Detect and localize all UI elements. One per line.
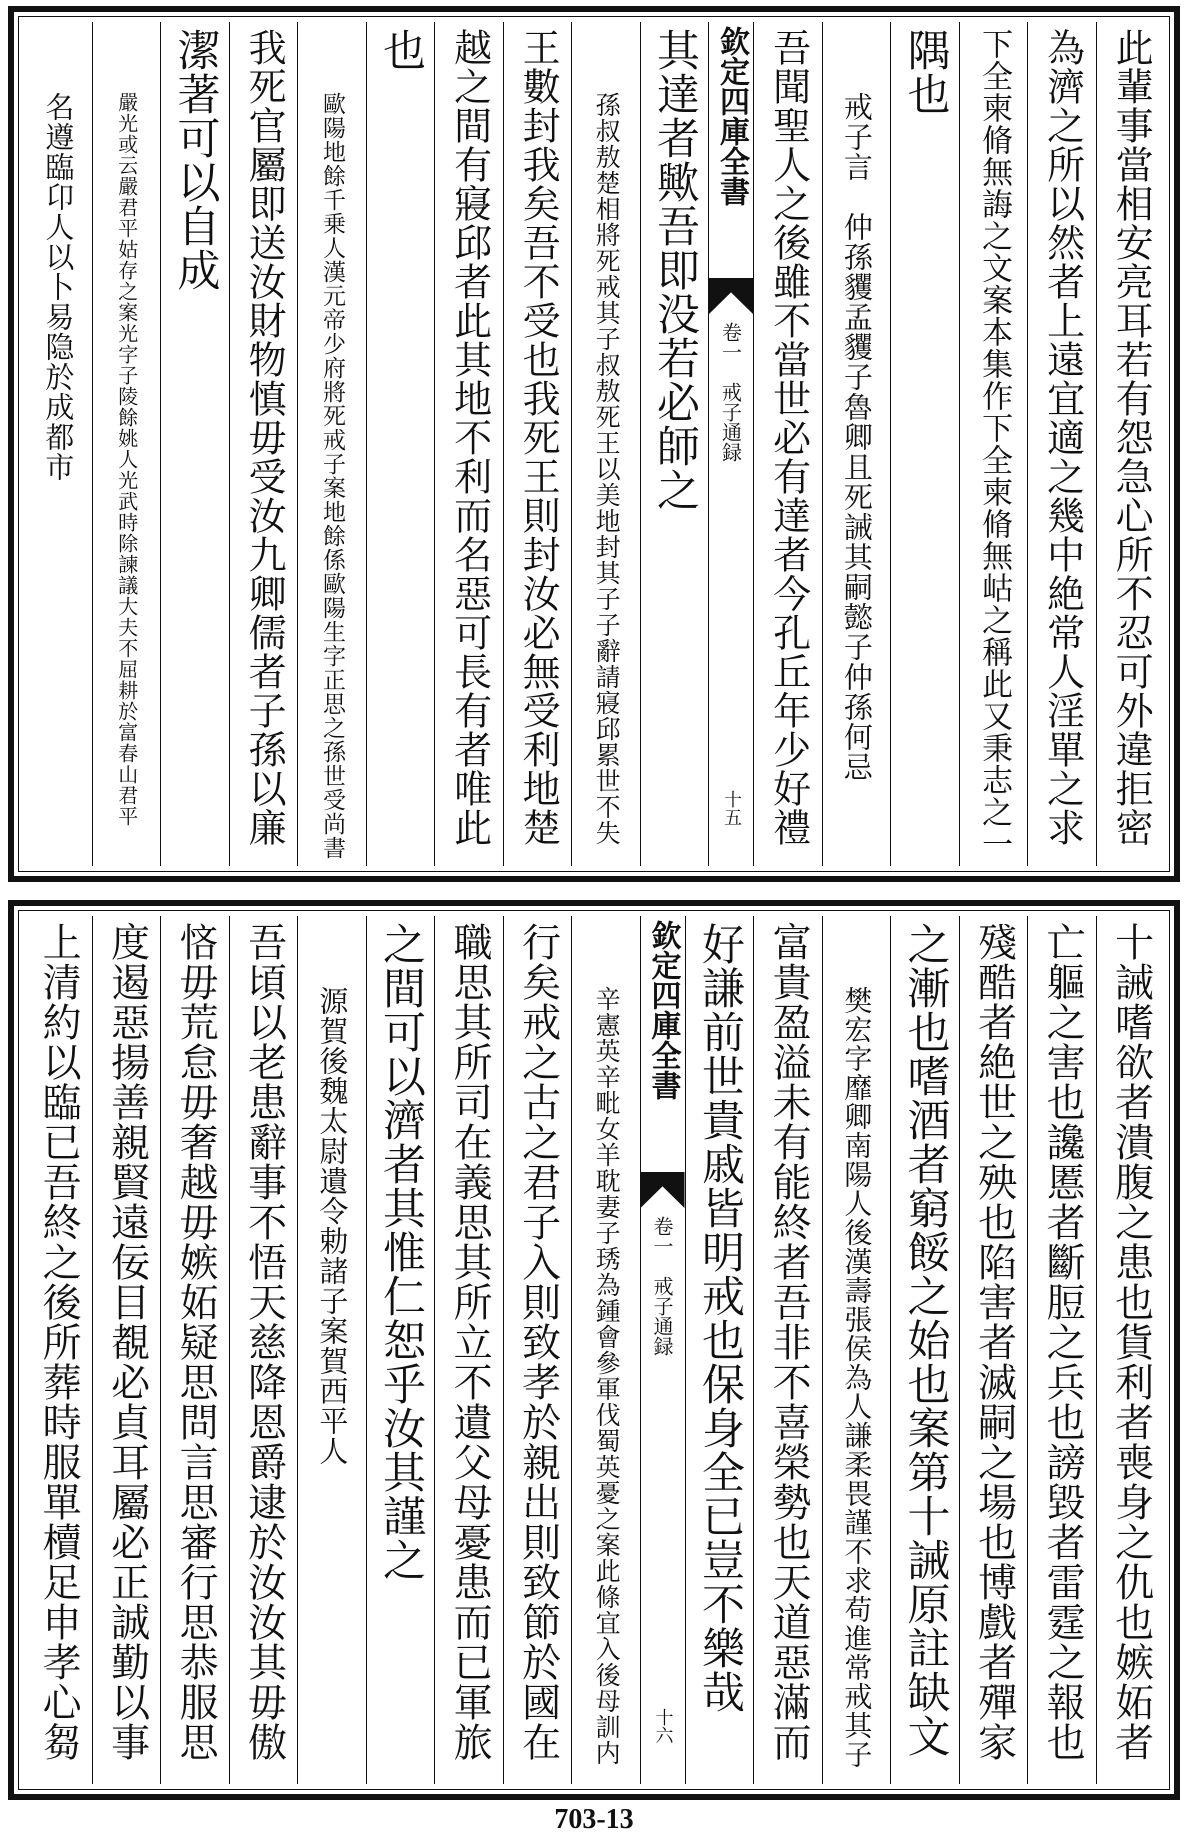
column-text: 王數封我矣吾不受也我死王則封汝必無受利地楚: [516, 28, 561, 847]
text-column: [753, 916, 822, 1784]
upper-columns: [24, 22, 1164, 866]
leaf-number: 十五: [721, 790, 742, 826]
text-column: [24, 22, 92, 866]
center-spine: [640, 916, 685, 1784]
column-text: 樊宏字靡卿南陽人後漢壽張侯為人謙柔畏謹不求苟進常戒其子: [840, 986, 874, 1769]
text-column: [890, 916, 959, 1784]
column-text: 我死官屬即送汝財物慎毋受汝九卿儒者子孫以廉: [242, 28, 287, 847]
page-code: 703-13: [554, 1804, 634, 1835]
column-text: 富貴盈溢未有能終者吾非不喜榮勢也天道惡滿而: [766, 922, 812, 1762]
book-title: 欽定四庫全書: [714, 26, 749, 206]
column-text: 職思其所司在義思其所立不遺父母憂患而已軍旅: [447, 922, 493, 1762]
column-text: 十誡嗜欲者潰腹之患也貨利者喪身之仇也嫉妬者: [1108, 922, 1154, 1762]
column-text: 也: [375, 28, 426, 72]
section-title: 卷一 戒子通録: [650, 1216, 674, 1356]
column-text: 上清約以臨已吾終之後所葬時服單櫝足申孝心芻: [36, 922, 82, 1762]
text-column: [92, 916, 161, 1784]
text-column: [685, 916, 754, 1784]
text-column: [822, 22, 891, 866]
text-column: [503, 22, 572, 866]
text-column: [822, 916, 891, 1784]
text-column: [297, 22, 366, 866]
leaf-number: 十六: [652, 1708, 674, 1744]
text-column: [434, 916, 503, 1784]
book-title: 欽定四庫全書: [645, 920, 681, 1100]
column-text: 吾頃以老患辭事不悟天慈降恩爵逮於汝汝其毋傲: [241, 922, 287, 1762]
column-text: 下全柬脩無誨之文案本集作下全柬脩無岵之稱此又秉志之一: [976, 28, 1013, 860]
column-text: 孫叔敖楚相將死戒其子叔敖死王以美地封其子子辭請寢邱累世不失: [592, 92, 622, 846]
column-text: 好謙前世貴戚皆明戒也保身全已豈不樂哉: [694, 922, 745, 1714]
column-text: 此輩事當相安亮耳若有怨急心所不忍可外違拒密: [1109, 28, 1154, 847]
lower-columns: [24, 916, 1164, 1784]
text-column: [1027, 22, 1096, 866]
column-text: 亡軀之害也讒慝者斷脰之兵也謗毀者雷霆之報也: [1040, 922, 1086, 1762]
text-column: [1096, 916, 1165, 1784]
column-text: 之間可以濟者其惟仁恕乎汝其謹之: [375, 922, 426, 1582]
column-text: 隅也: [900, 28, 951, 116]
text-column: [571, 916, 640, 1784]
text-column: [959, 22, 1028, 866]
fishtail-mark: [641, 1172, 685, 1208]
upper-page: [8, 6, 1180, 882]
text-column: [1096, 22, 1165, 866]
text-column: [959, 916, 1028, 1784]
text-column: [297, 916, 366, 1784]
text-column: [24, 916, 92, 1784]
text-column: [366, 916, 435, 1784]
text-column: [366, 22, 435, 866]
column-text: 其達者歟吾即没若必師之: [649, 28, 700, 512]
text-column: [92, 22, 161, 866]
column-text: 戒子言 仲孫貜孟貜子魯卿且死誡其嗣懿子仲孫何忌: [839, 92, 874, 782]
column-text: 潔著可以自成: [170, 28, 221, 292]
lower-page: [8, 900, 1180, 1800]
text-column: [160, 916, 229, 1784]
text-column: [890, 22, 959, 866]
section-title: 卷一 戒子通録: [718, 322, 743, 462]
column-text: 悋毋荒怠毋奢越毋嫉妬疑思問言思審行思恭服思: [173, 922, 219, 1762]
text-column: [434, 22, 503, 866]
column-text: 源賀後魏太尉遺令勅諸子案賀西平人: [315, 986, 350, 1466]
text-column: [503, 916, 572, 1784]
column-text: 嚴光或云嚴君平姑存之案光字子陵餘姚人光武時除諫議大夫不屈耕於富春山君平: [114, 92, 139, 827]
column-text: 行矣戒之古之君子入則致孝於親出則致節於國在: [515, 922, 561, 1762]
column-text: 殘酷者絶世之殃也陷害者滅嗣之場也博戲者殫家: [971, 922, 1017, 1762]
column-text: 之漸也嗜酒者窮餒之始也案第十誡原註缺文: [900, 922, 951, 1758]
text-column: [229, 916, 298, 1784]
text-column: [1027, 916, 1096, 1784]
text-column: [160, 22, 229, 866]
text-column: [229, 22, 298, 866]
text-column: [571, 22, 640, 866]
column-text: 歐陽地餘千乗人漢元帝少府將死戒子案地餘係歐陽生字正思之孫世受尚書: [318, 92, 345, 860]
column-text: 名遵臨卬人以卜易隐於成都市: [41, 92, 76, 482]
text-column: [640, 22, 709, 866]
column-text: 為濟之所以然者上遠宜適之幾中絶常人淫單之求: [1040, 28, 1085, 847]
center-spine: [708, 22, 753, 866]
column-text: 辛憲英辛毗女羊耽妻子琇為鍾會參軍伐蜀英憂之案此條宜入後母訓内: [592, 986, 622, 1766]
column-text: 越之間有寢邱者此其地不利而名惡可長有者唯此: [447, 28, 492, 847]
column-text: 吾聞聖人之後雖不當世必有達者今孔丘年少好禮: [766, 28, 811, 847]
text-column: [753, 22, 822, 866]
column-text: 度遏惡揚善親賢遠佞目覩必貞耳屬必正誠勤以事: [104, 922, 150, 1762]
fishtail-mark: [709, 278, 753, 314]
